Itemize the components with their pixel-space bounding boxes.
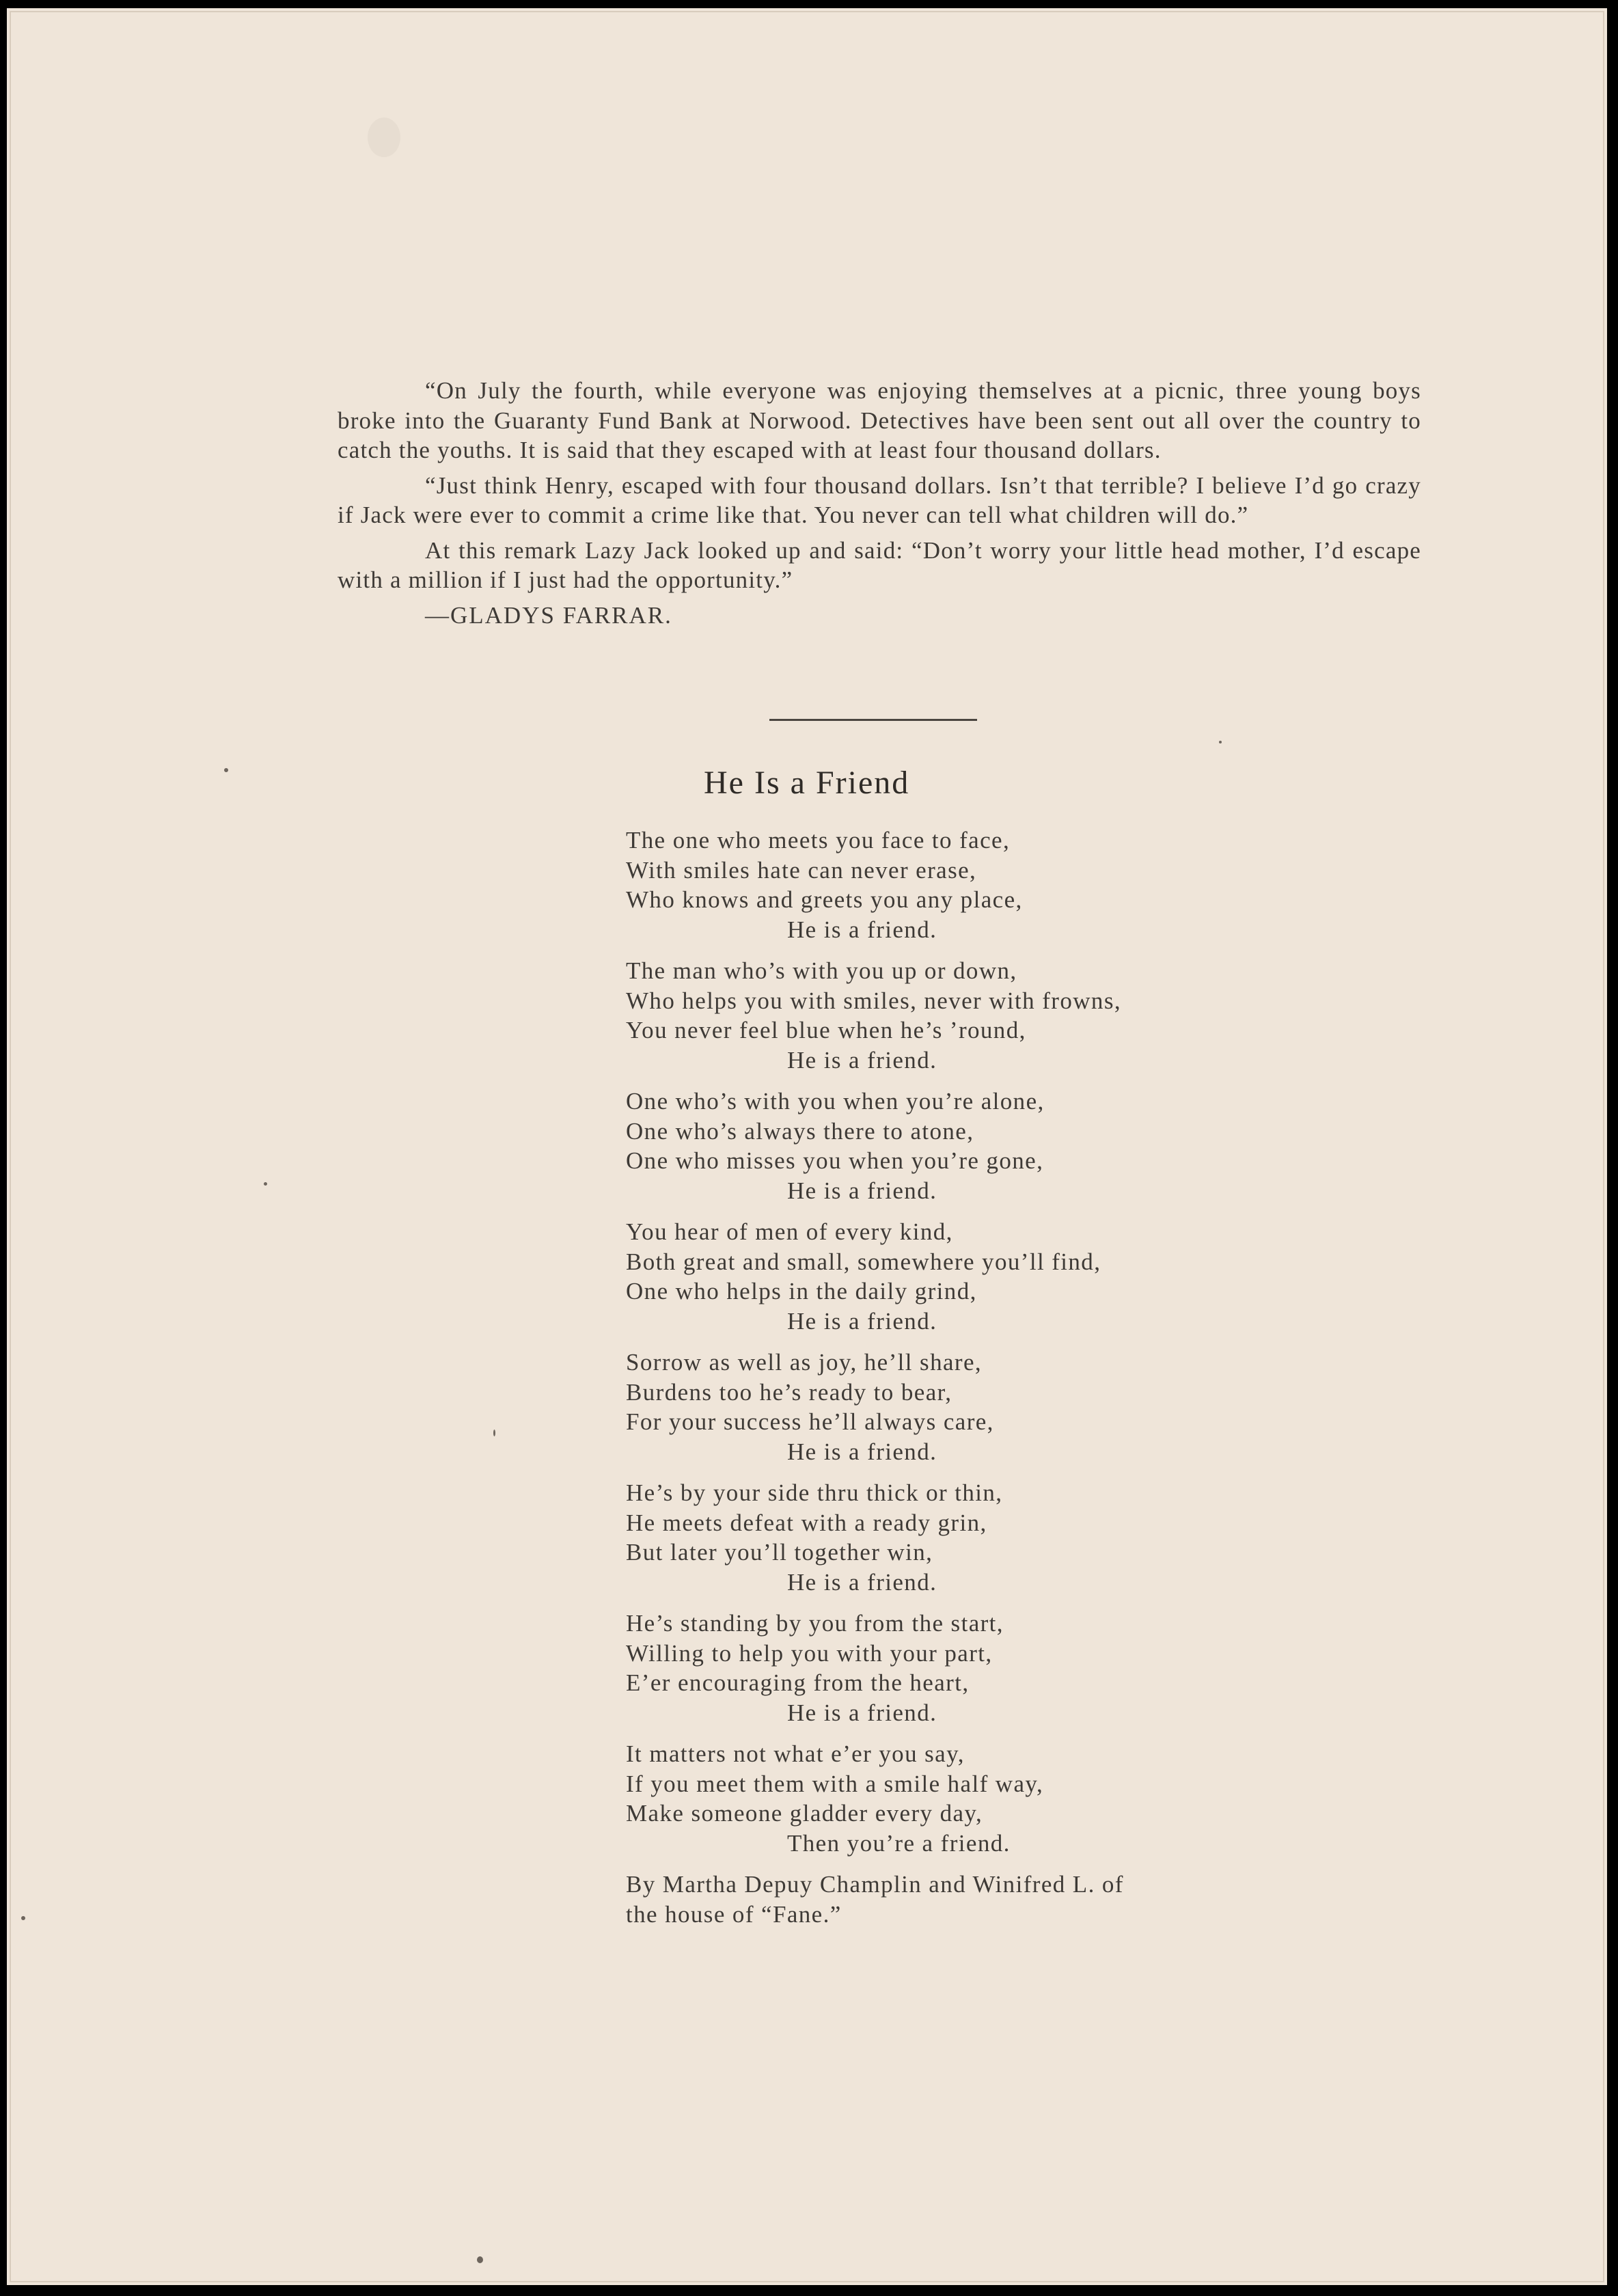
poem-line: The one who meets you face to face, — [626, 827, 1011, 853]
poem-body — [626, 825, 1309, 1929]
poem-line: One who helps in the daily grind, — [626, 1278, 977, 1304]
poem-line: With smiles hate can never erase, — [626, 856, 977, 884]
poem-refrain: He is a friend. — [787, 1699, 937, 1726]
byline-line: the house of “Fane.” — [626, 1900, 842, 1928]
poem-line: One who misses you when you’re gone, — [626, 1147, 1044, 1174]
poem-refrain: He is a friend. — [787, 916, 937, 943]
poem-line: It matters not what e’er you say, — [626, 1740, 965, 1767]
poem-line: You hear of men of every kind, — [626, 1218, 953, 1245]
story-paragraph: “Just think Henry, escaped with four thousand dollars. Isn’t that terrible? I believe I’d go crazy if Jack were ever to commit a crime like that. You never can tell what children will do.” — [338, 472, 1421, 528]
poem-line: You never feel blue when he’s ’round, — [626, 1017, 1026, 1043]
paper-speck — [493, 1430, 495, 1436]
poem-line: Burdens too he’s ready to bear, — [626, 1378, 952, 1406]
poem-byline — [626, 1870, 1309, 1929]
poem-line: He’s by your side thru thick or thin, — [626, 1479, 1003, 1506]
poem-line: Both great and small, somewhere you’ll find, — [626, 1248, 1101, 1275]
poem-line: One who’s always there to atone, — [626, 1117, 974, 1145]
poem-refrain: He is a friend. — [787, 1046, 937, 1074]
poem-line: Who helps you with smiles, never with frowns, — [626, 987, 1121, 1014]
poem-stanza — [626, 1739, 1309, 1858]
story-author: —GLADYS FARRAR. — [425, 601, 672, 629]
poem-line: Sorrow as well as joy, he’ll share, — [626, 1349, 983, 1376]
poem-line: If you meet them with a smile half way, — [626, 1770, 1044, 1797]
paper-speck — [1219, 741, 1222, 743]
paper-stain — [368, 118, 400, 157]
poem-line: The man who’s with you up or down, — [626, 957, 1017, 984]
paper-speck — [264, 1182, 267, 1186]
poem-line: He meets defeat with a ready grin, — [626, 1509, 987, 1536]
poem-stanza — [626, 1217, 1309, 1336]
poem-line: Who knows and greets you any place, — [626, 886, 1023, 913]
poem-line: E’er encouraging from the heart, — [626, 1669, 970, 1696]
story-paragraph: At this remark Lazy Jack looked up and said: “Don’t worry your little head mother, I’d escape with a million if I just had the opportunity.” — [338, 536, 1421, 593]
poem-refrain: He is a friend. — [787, 1177, 937, 1204]
poem-refrain: Then you’re a friend. — [787, 1829, 1011, 1857]
byline-line: By Martha Depuy Champlin and Winifred L. of — [626, 1871, 1124, 1898]
poem-stanza — [626, 1348, 1309, 1466]
poem-refrain: He is a friend. — [787, 1307, 937, 1335]
poem-line: One who’s with you when you’re alone, — [626, 1088, 1045, 1115]
poem-stanza — [626, 956, 1309, 1075]
document-page — [7, 8, 1607, 2285]
poem-line: Make someone gladder every day, — [626, 1800, 983, 1827]
poem-stanza — [626, 1478, 1309, 1597]
poem-line: But later you’ll together win, — [626, 1539, 933, 1566]
poem-stanza — [626, 1086, 1309, 1205]
poem-refrain: He is a friend. — [787, 1438, 937, 1465]
section-divider — [769, 719, 977, 721]
paper-speck — [477, 2256, 483, 2263]
paper-speck — [21, 1916, 25, 1920]
poem-line: He’s standing by you from the start, — [626, 1610, 1004, 1637]
poem-refrain: He is a friend. — [787, 1568, 937, 1596]
paper-speck — [224, 768, 228, 772]
story-paragraph: “On July the fourth, while everyone was enjoying themselves at a picnic, three young boys broke into the Guaranty Fund Bank at Norwood. Detectives have been sent out all over the country to catch the youths. It is said that they escaped with at least four thousand dollars. — [338, 377, 1421, 463]
poem-title: He Is a Friend — [704, 765, 910, 801]
poem-stanza — [626, 825, 1309, 944]
story-excerpt — [338, 376, 1421, 636]
poem-stanza — [626, 1609, 1309, 1727]
poem-line: Willing to help you with your part, — [626, 1639, 993, 1667]
poem-line: For your success he’ll always care, — [626, 1408, 994, 1435]
